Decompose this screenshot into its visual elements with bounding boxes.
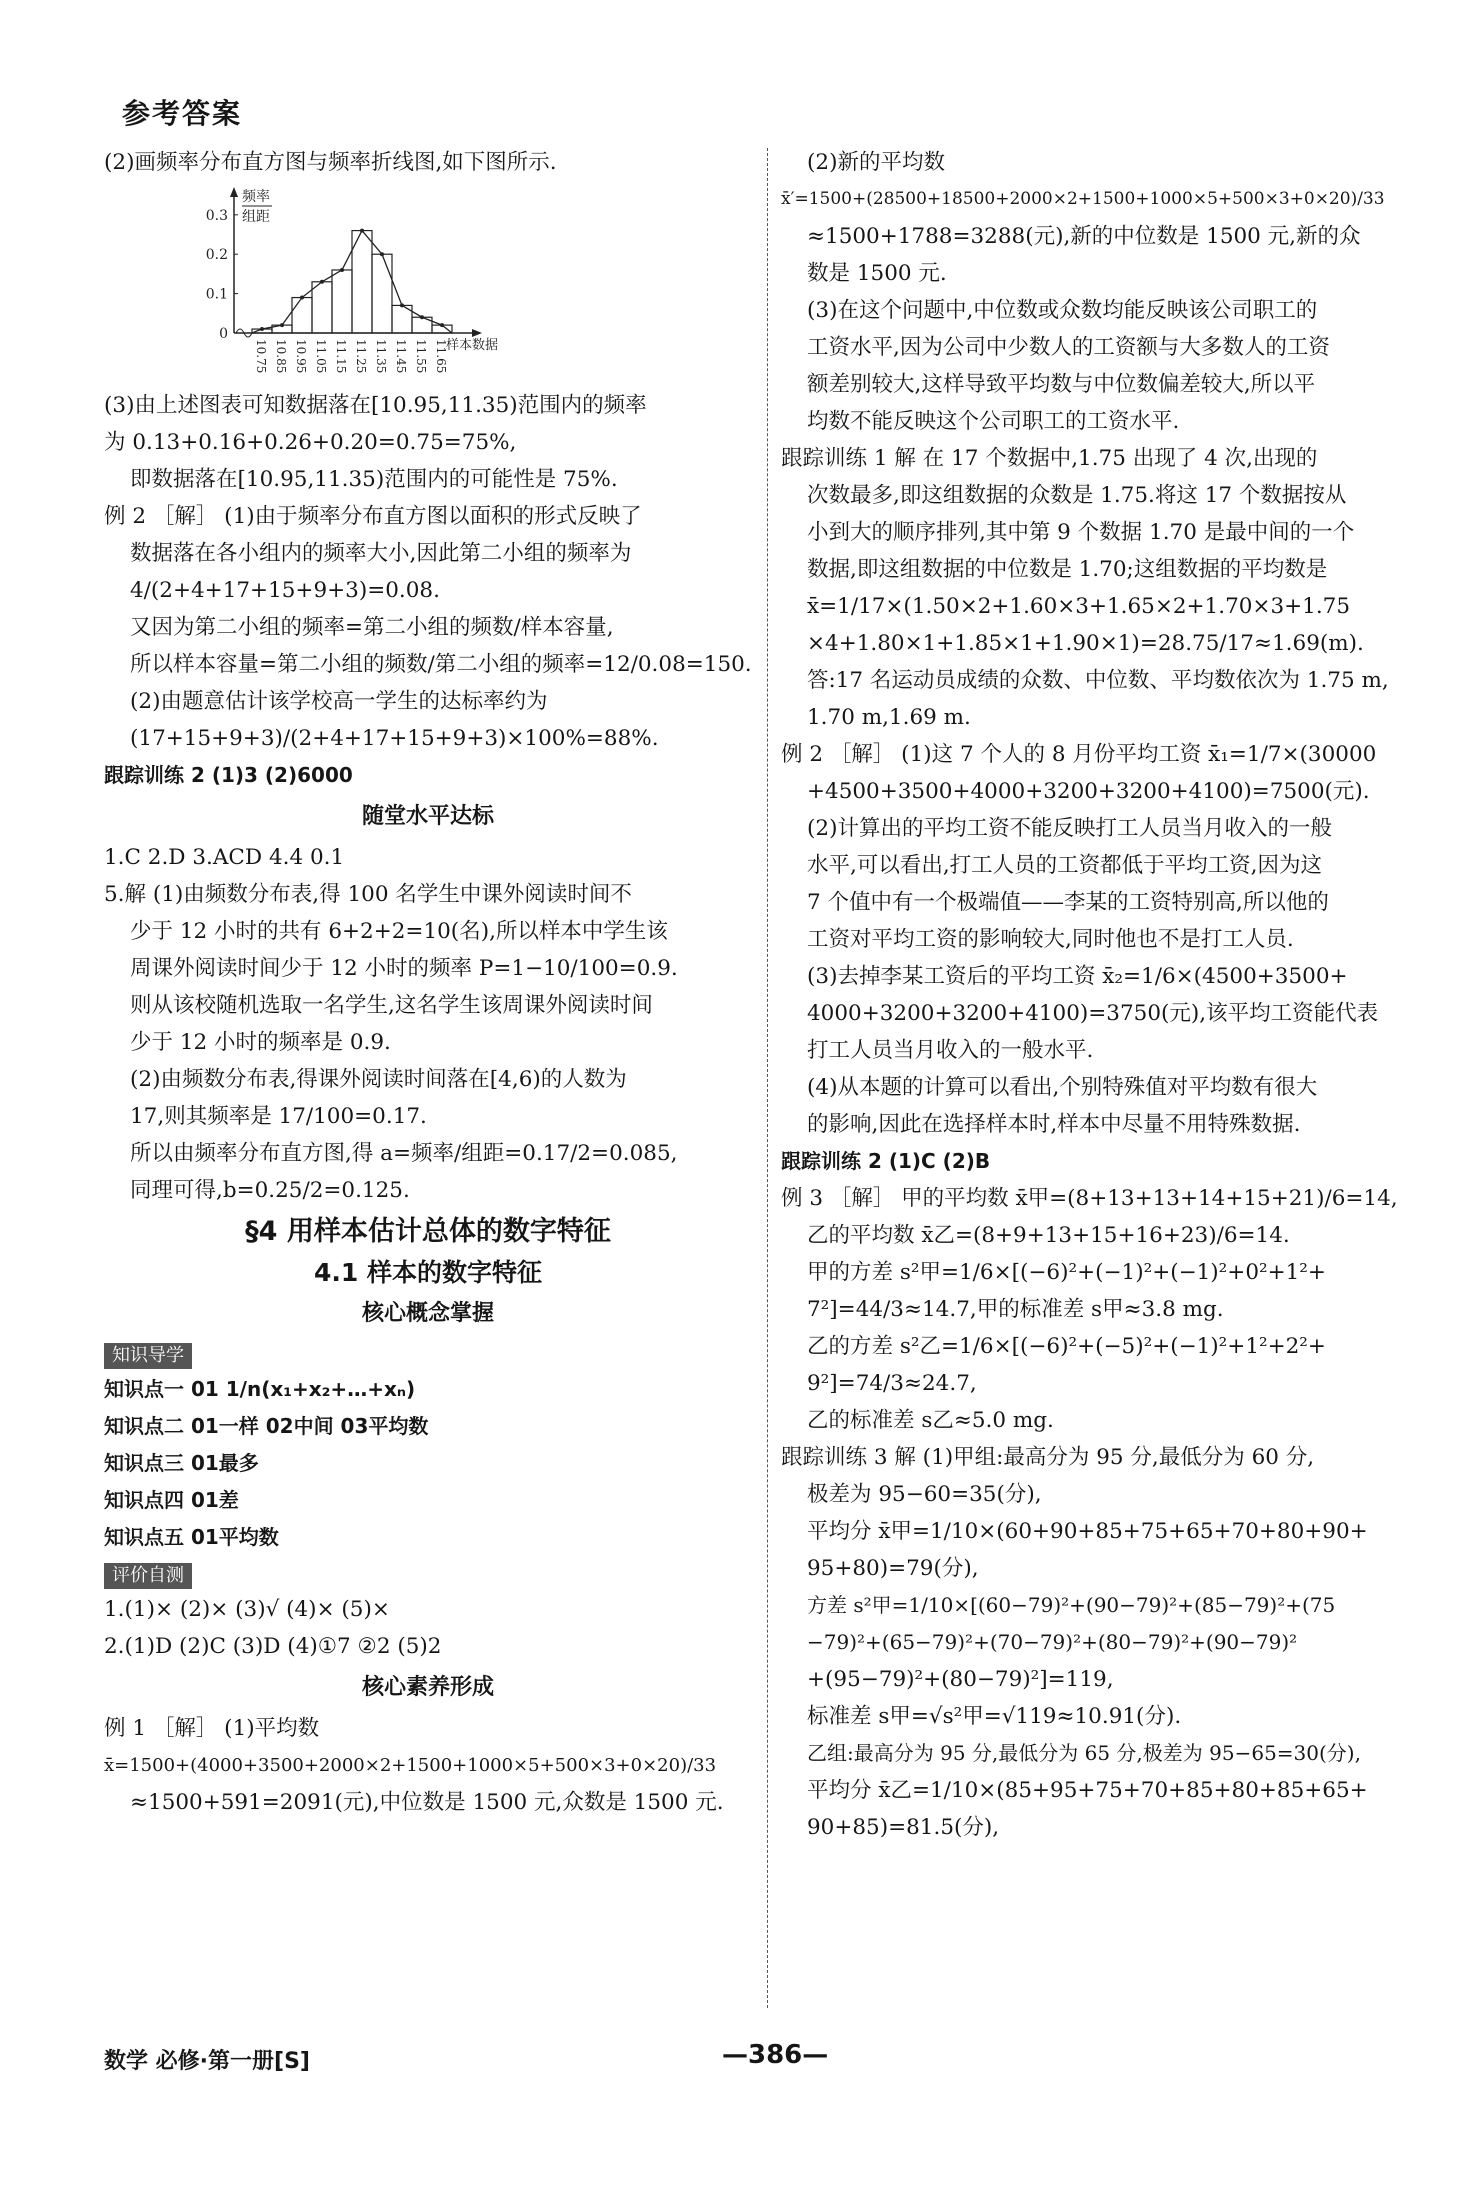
text-line: ≈1500+591=2091(元),中位数是 1500 元,众数是 1500 元.	[130, 1790, 724, 1815]
formula-line: (17+15+9+3)/(2+4+17+15+9+3)×100%=88%.	[130, 726, 659, 751]
formula-line: 标准差 s甲=√s²甲=√119≈10.91(分).	[807, 1704, 1182, 1729]
text-line: 5.解 (1)由频数分布表,得 100 名学生中课外阅读时间不	[104, 882, 632, 907]
x-axis-label: 样本数据	[446, 338, 499, 353]
text-line: 则从该校随机选取一名学生,这名学生该周课外阅读时间	[130, 993, 653, 1018]
y-tick-label: 0.2	[205, 247, 228, 264]
histogram-bar	[352, 231, 372, 333]
section-heading: 随堂水平达标	[361, 804, 494, 829]
y-tick-label: 0	[219, 326, 228, 342]
text-line: 额差别较大,这样导致平均数与中位数偏差较大,所以平	[807, 372, 1316, 397]
x-tick-label: 11.05	[314, 339, 328, 374]
tracking-exercise: 跟踪训练 2 (1)C (2)B	[781, 1149, 991, 1173]
histogram-bar	[332, 270, 352, 333]
formula-line: 甲的方差 s²甲=1/6×[(−6)²+(−1)²+(−1)²+0²+1²+	[807, 1260, 1326, 1285]
text-line: 数据落在各小组内的频率大小,因此第二小组的频率为	[130, 541, 632, 566]
text-line: 1.70 m,1.69 m.	[807, 705, 971, 730]
x-tick-label: 11.25	[354, 339, 368, 374]
text-line: 少于 12 小时的频率是 0.9.	[130, 1030, 391, 1055]
text-line: (2)计算出的平均工资不能反映打工人员当月收入的一般	[807, 816, 1332, 841]
subsection-heading: 4.1 样本的数字特征	[314, 1258, 542, 1287]
answer-line: 2.(1)D (2)C (3)D (4)①7 ②2 (5)2	[104, 1634, 442, 1659]
formula-line: 又因为第二小组的频率=第二小组的频数/样本容量,	[130, 615, 614, 640]
x-tick-label: 11.65	[434, 339, 448, 374]
text-line: 为 0.13+0.16+0.26+0.20=0.75=75%,	[104, 430, 517, 455]
text-line: ≈1500+1788=3288(元),新的中位数是 1500 元,新的众	[807, 224, 1361, 249]
x-tick-label: 11.15	[334, 339, 348, 374]
x-axis-arrow	[472, 329, 482, 337]
y-tick-label: 0.1	[205, 286, 228, 303]
text-line: 即数据落在[10.95,11.35)范围内的可能性是 75%.	[130, 467, 618, 492]
y-axis-arrow	[230, 187, 238, 197]
knowledge-point: 知识点二 01一样 02中间 03平均数	[104, 1414, 429, 1438]
tag-label: 知识导学	[104, 1343, 192, 1369]
page-number: —386—	[722, 2040, 829, 2070]
text-line: 答:17 名运动员成绩的众数、中位数、平均数依次为 1.75 m,	[807, 668, 1389, 693]
knowledge-point: 知识点一 01 1/n(x₁+x₂+…+xₙ)	[104, 1377, 416, 1401]
text-line: 工资对平均工资的影响较大,同时他也不是打工人员.	[807, 927, 1294, 952]
formula-line: +(95−79)²+(80−79)²]=119,	[807, 1667, 1114, 1692]
formula-line: 90+85)=81.5(分),	[807, 1815, 1000, 1840]
answer-line: 1.C 2.D 3.ACD 4.4 0.1	[104, 845, 345, 870]
text-line: 小到大的顺序排列,其中第 9 个数据 1.70 是最中间的一个	[807, 520, 1355, 545]
y-axis-label-top: 频率	[242, 189, 270, 205]
x-tick-label: 11.35	[374, 339, 388, 374]
text-line: 次数最多,即这组数据的众数是 1.75.将这 17 个数据按从	[807, 483, 1347, 508]
formula-line: 乙的平均数 x̄乙=(8+9+13+15+16+23)/6=14.	[807, 1223, 1290, 1248]
formula-line: x̄′=1500+(28500+18500+2000×2+1500+1000×5+500×3+0×20)/33	[781, 189, 1385, 209]
formula-line: 平均分 x̄乙=1/10×(85+95+75+70+85+80+85+65+	[807, 1778, 1368, 1803]
example-heading: 例 2 ［解］ (1)这 7 个人的 8 月份平均工资 x̄₁=1/7×(30000	[781, 742, 1377, 767]
formula-line: 方差 s²甲=1/10×[(60−79)²+(90−79)²+(85−79)²+(75	[807, 1593, 1336, 1617]
page-footer	[104, 2040, 1410, 2080]
text-line: 乙组:最高分为 95 分,最低分为 65 分,极差为 95−65=30(分),	[807, 1741, 1361, 1765]
x-tick-label: 10.95	[294, 339, 308, 374]
text-line: 周课外阅读时间少于 12 小时的频率 P=1−10/100=0.9.	[130, 956, 678, 981]
text-line: 4000+3200+3200+4100)=3750(元),该平均工资能代表	[807, 1001, 1379, 1026]
text-line: (2)由题意估计该学校高一学生的达标率约为	[130, 689, 548, 714]
text-line: (2)画频率分布直方图与频率折线图,如下图所示.	[104, 150, 557, 175]
right-column	[781, 146, 1411, 1848]
y-axis-label-bottom: 组距	[242, 209, 270, 225]
example-heading: 例 2 ［解］ (1)由于频率分布直方图以面积的形式反映了	[104, 504, 642, 529]
example-heading: 例 1 ［解］ (1)平均数	[104, 1716, 320, 1741]
text-line: +4500+3500+4000+3200+3200+4100)=7500(元).	[807, 779, 1370, 804]
text-line: 17,则其频率是 17/100=0.17.	[130, 1104, 427, 1129]
frequency-point	[320, 280, 324, 284]
frequency-point	[360, 229, 364, 233]
text-line: 数是 1500 元.	[807, 261, 947, 286]
frequency-point	[340, 268, 344, 272]
text-line: 极差为 95−60=35(分),	[807, 1482, 1042, 1507]
text-line: 打工人员当月收入的一般水平.	[807, 1038, 1094, 1063]
frequency-point	[280, 323, 284, 327]
tracking-exercise: 跟踪训练 2 (1)3 (2)6000	[104, 763, 353, 787]
y-tick-label: 0.3	[205, 207, 228, 224]
frequency-point	[260, 327, 264, 331]
frequency-point	[380, 252, 384, 256]
section-heading: 核心素养形成	[361, 1675, 494, 1700]
text-line: 少于 12 小时的共有 6+2+2=10(名),所以样本中学生该	[130, 919, 668, 944]
histogram-bar	[372, 254, 392, 333]
text-line: 水平,可以看出,打工人员的工资都低于平均工资,因为这	[807, 853, 1323, 878]
text-line: 均数不能反映这个公司职工的工资水平.	[807, 409, 1180, 434]
formula-line: x̄=1/17×(1.50×2+1.60×3+1.65×2+1.70×3+1.75	[807, 594, 1351, 619]
frequency-point	[440, 323, 444, 327]
knowledge-point: 知识点四 01差	[104, 1488, 239, 1512]
formula-line: 9²]=74/3≈24.7,	[807, 1371, 977, 1396]
text-line: 乙的标准差 s乙≈5.0 mg.	[807, 1408, 1054, 1433]
formula-line: 所以样本容量=第二小组的频数/第二小组的频率=12/0.08=150.	[130, 652, 752, 677]
histogram-bar	[312, 282, 332, 333]
formula-line: 4/(2+4+17+15+9+3)=0.08.	[130, 578, 440, 603]
formula-line: x̄=1500+(4000+3500+2000×2+1500+1000×5+500×3+0×20)/33	[104, 1755, 717, 1776]
formula-line: 乙的方差 s²乙=1/6×[(−6)²+(−5)²+(−1)²+1²+2²+	[807, 1334, 1326, 1359]
left-column	[104, 146, 752, 1823]
x-tick-label: 10.75	[254, 339, 268, 374]
answer-line: 1.(1)× (2)× (3)√ (4)× (5)×	[104, 1597, 390, 1622]
frequency-point	[300, 296, 304, 300]
x-tick-label: 11.45	[394, 339, 408, 374]
formula-line: 7²]=44/3≈14.7,甲的标准差 s甲≈3.8 mg.	[807, 1297, 1224, 1322]
footer-subject: 数学 必修·第一册[S]	[104, 2049, 310, 2074]
x-tick-label: 10.85	[274, 339, 288, 374]
chapter-heading: §4 用样本估计总体的数字特征	[245, 1216, 611, 1247]
text-line: (3)由上述图表可知数据落在[10.95,11.35)范围内的频率	[104, 393, 647, 418]
formula-line: 平均分 x̄甲=1/10×(60+90+85+75+65+70+80+90+	[807, 1519, 1368, 1544]
text-line: 7 个值中有一个极端值——李某的工资特别高,所以他的	[807, 890, 1329, 915]
example-heading: 例 3 ［解］ 甲的平均数 x̄甲=(8+13+13+14+15+21)/6=14,	[781, 1186, 1398, 1211]
text-line: (2)新的平均数	[807, 150, 945, 175]
text-line: (4)从本题的计算可以看出,个别特殊值对平均数有很大	[807, 1075, 1318, 1100]
text-line: 工资水平,因为公司中少数人的工资额与大多数人的工资	[807, 335, 1330, 360]
formula-line: 95+80)=79(分),	[807, 1556, 979, 1581]
tag-label: 评价自测	[104, 1563, 192, 1589]
text-line: (2)由频数分布表,得课外阅读时间落在[4,6)的人数为	[130, 1067, 627, 1092]
knowledge-point: 知识点五 01平均数	[104, 1525, 279, 1549]
x-tick-label: 11.55	[414, 339, 428, 374]
text-line: (3)在这个问题中,中位数或众数均能反映该公司职工的	[807, 298, 1318, 323]
text-line: 数据,即这组数据的中位数是 1.70;这组数据的平均数是	[807, 557, 1328, 582]
column-divider	[767, 148, 768, 2008]
frequency-histogram	[186, 183, 516, 383]
frequency-point	[400, 303, 404, 307]
frequency-point	[420, 315, 424, 319]
page-header-title: 参考答案	[122, 97, 243, 130]
knowledge-point: 知识点三 01最多	[104, 1451, 259, 1475]
text-line: 跟踪训练 3 解 (1)甲组:最高分为 95 分,最低分为 60 分,	[781, 1445, 1315, 1470]
text-line: (3)去掉李某工资后的平均工资 x̄₂=1/6×(4500+3500+	[807, 964, 1348, 989]
formula-line: ×4+1.80×1+1.85×1+1.90×1)=28.75/17≈1.69(m).	[807, 631, 1364, 656]
text-line: 同理可得,b=0.25/2=0.125.	[130, 1178, 410, 1203]
text-line: 跟踪训练 1 解 在 17 个数据中,1.75 出现了 4 次,出现的	[781, 446, 1318, 471]
text-line: 所以由频率分布直方图,得 a=频率/组距=0.17/2=0.085,	[130, 1141, 678, 1166]
text-line: 的影响,因此在选择样本时,样本中尽量不用特殊数据.	[807, 1112, 1301, 1137]
formula-line: −79)²+(65−79)²+(70−79)²+(80−79)²+(90−79)²	[807, 1630, 1298, 1654]
histogram-bar	[292, 298, 312, 333]
section-heading: 核心概念掌握	[361, 1301, 494, 1326]
